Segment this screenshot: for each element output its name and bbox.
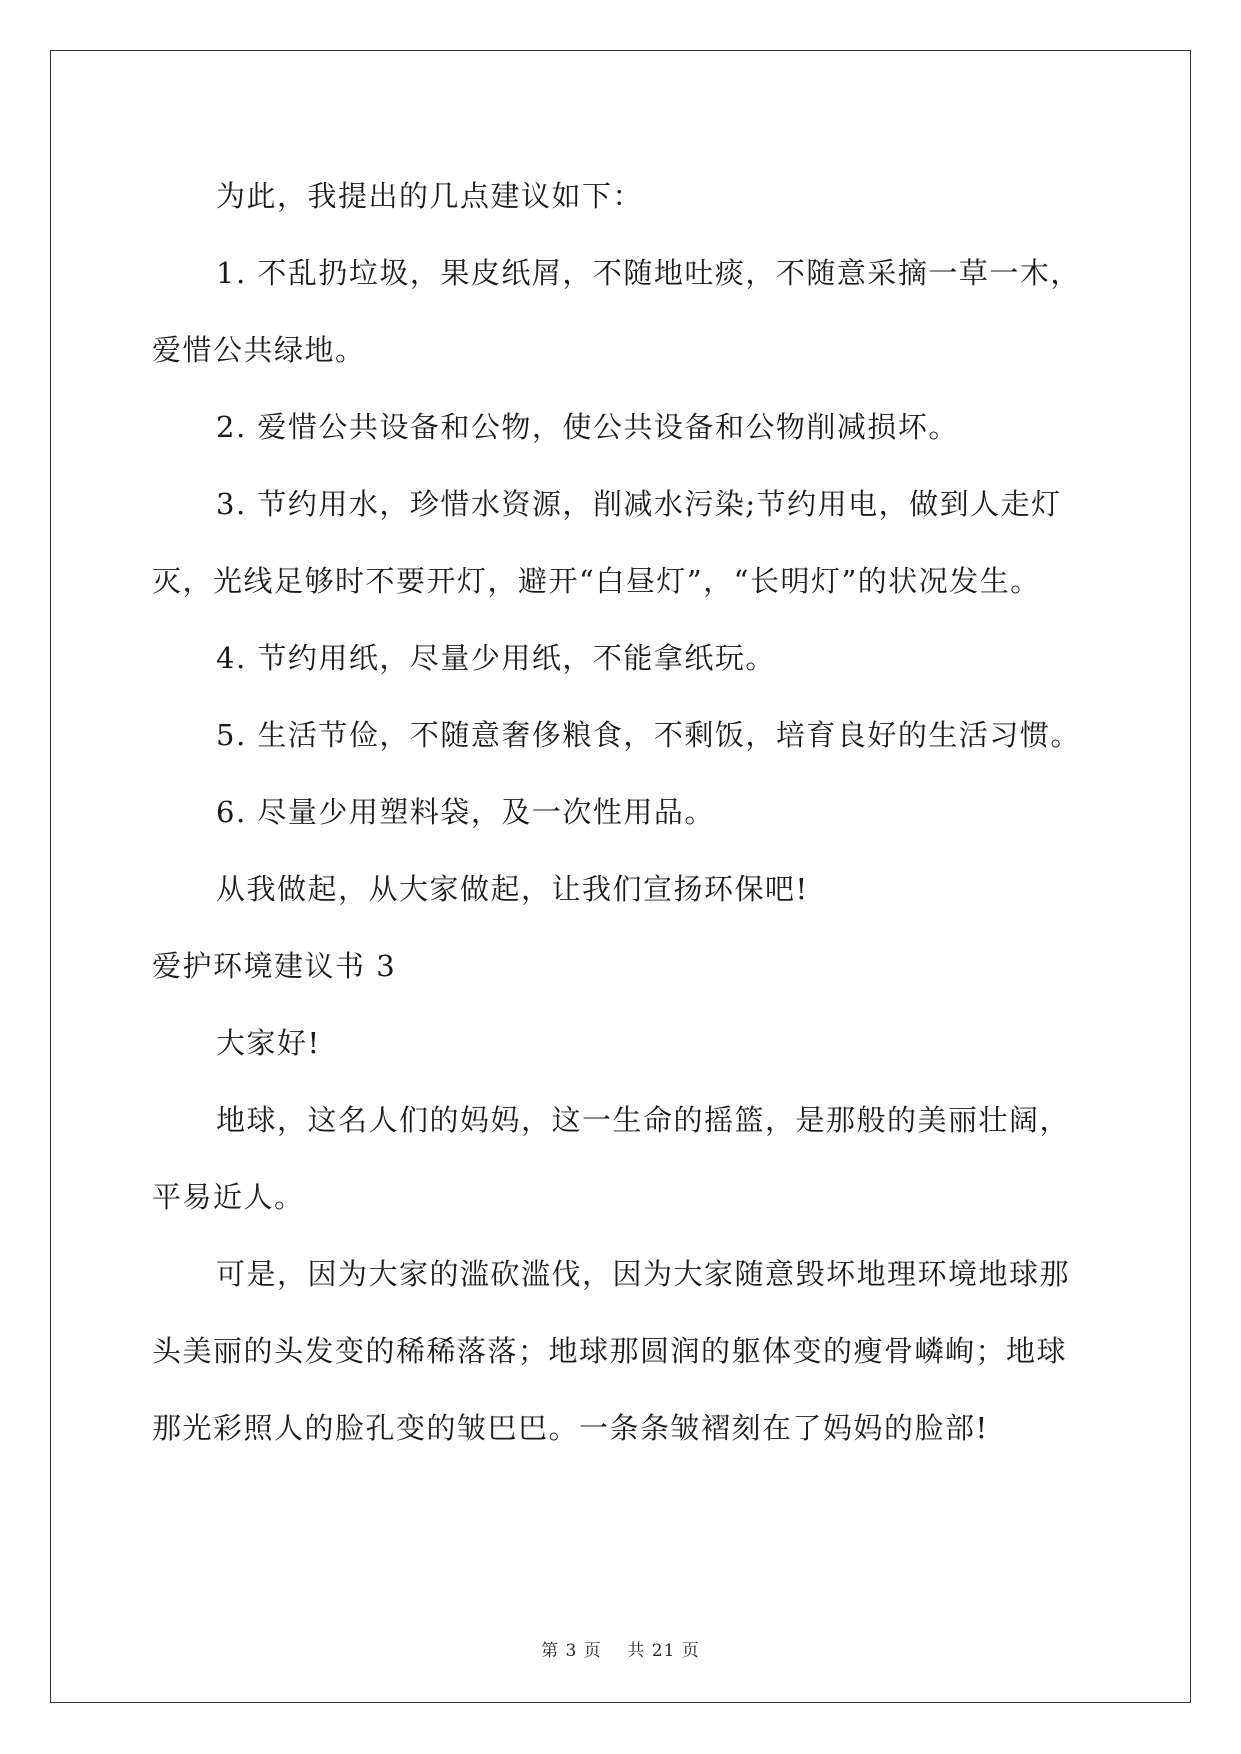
paragraph-line: 1. 不乱扔垃圾，果皮纸屑，不随地吐痰，不随意采摘一草一木， [216,256,1081,290]
paragraph-line: 地球，这名人们的妈妈，这一生命的摇篮，是那般的美丽壮阔， [216,1103,1071,1137]
paragraph-line: 4. 节约用纸，尽量少用纸，不能拿纸玩。 [216,641,776,675]
paragraph-line: 3. 节约用水，珍惜水资源，削减水污染;节约用电，做到人走灯 [216,487,1062,521]
page-total: 共 21 页 [627,1641,700,1661]
paragraph-line: 平易近人。 [152,1180,305,1214]
paragraph-line: 为此，我提出的几点建议如下： [216,179,644,213]
paragraph-line: 那光彩照人的脸孔变的皱巴巴。一条条皱褶刻在了妈妈的脸部! [152,1411,989,1445]
paragraph-line: 6. 尽量少用塑料袋，及一次性用品。 [216,795,715,829]
section-heading: 爱护环境建议书 3 [152,949,397,983]
paragraph-line: 大家好! [216,1026,321,1060]
paragraph-line: 可是，因为大家的滥砍滥伐，因为大家随意毁坏地理环境地球那 [216,1257,1071,1291]
paragraph-line: 2. 爱惜公共设备和公物，使公共设备和公物削减损坏。 [216,410,959,444]
document-body [152,158,1092,1467]
paragraph-line: 头美丽的头发变的稀稀落落；地球那圆润的躯体变的瘦骨嶙峋；地球 [152,1334,1068,1368]
page-footer [0,1636,1241,1661]
page-number: 第 3 页 [541,1641,602,1661]
paragraph-line: 灭，光线足够时不要开灯，避开“白昼灯”，“长明灯”的状况发生。 [152,564,1041,598]
paragraph-line: 爱惜公共绿地。 [152,333,366,367]
paragraph-line: 5. 生活节俭，不随意奢侈粮食，不剩饭，培育良好的生活习惯。 [216,718,1081,752]
paragraph-line: 从我做起，从大家做起，让我们宣扬环保吧! [216,872,809,906]
